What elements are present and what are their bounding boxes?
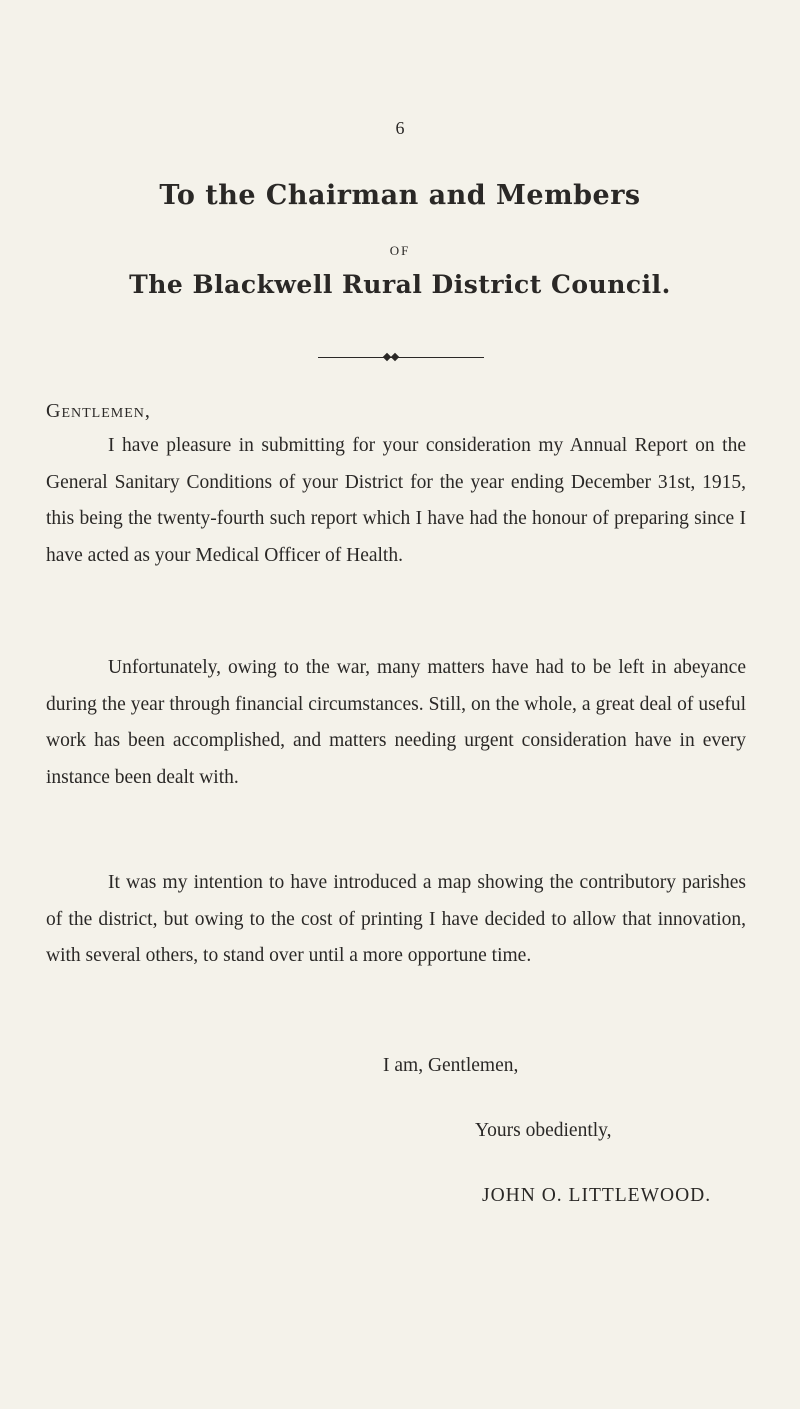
page-number: 6 [395, 118, 405, 138]
paragraph: Unfortunately, owing to the war, many matters have had to be left in abeyance during the year through financial circumstances. Still, on the whole, a great deal of useful work has been accomplished, and matters needing urgent consideration have in every instance been dealt with. [46, 657, 746, 788]
salutation: Gentlemen, [46, 400, 151, 422]
address-of: OF [389, 243, 411, 258]
signature: JOHN O. LITTLEWOOD. [482, 1185, 712, 1206]
paragraph: I have pleasure in submitting for your consideration my Annual Report on the General Sanitary Conditions of your District for the year ending December 31st, 1915, this being the twenty-fourth such report which I have had the honour of preparing since I have acted as your Medical Officer of Health. [46, 435, 746, 566]
address-heading: To the Chairman and Members [159, 180, 641, 211]
closing: I am, Gentlemen, [383, 1055, 519, 1076]
sign-off: Yours obediently, [475, 1120, 612, 1141]
ornamental-rule [318, 355, 484, 361]
diamond-ornament-icon [391, 353, 399, 361]
paragraph: It was my intention to have introduced a map showing the contributory parishes of the district, but owing to the cost of printing I have decided to allow that innovation, with several others, to stand over until a more opportune time. [46, 872, 746, 966]
rule-line [318, 357, 484, 358]
council-name: The Blackwell Rural District Council. [129, 270, 671, 299]
